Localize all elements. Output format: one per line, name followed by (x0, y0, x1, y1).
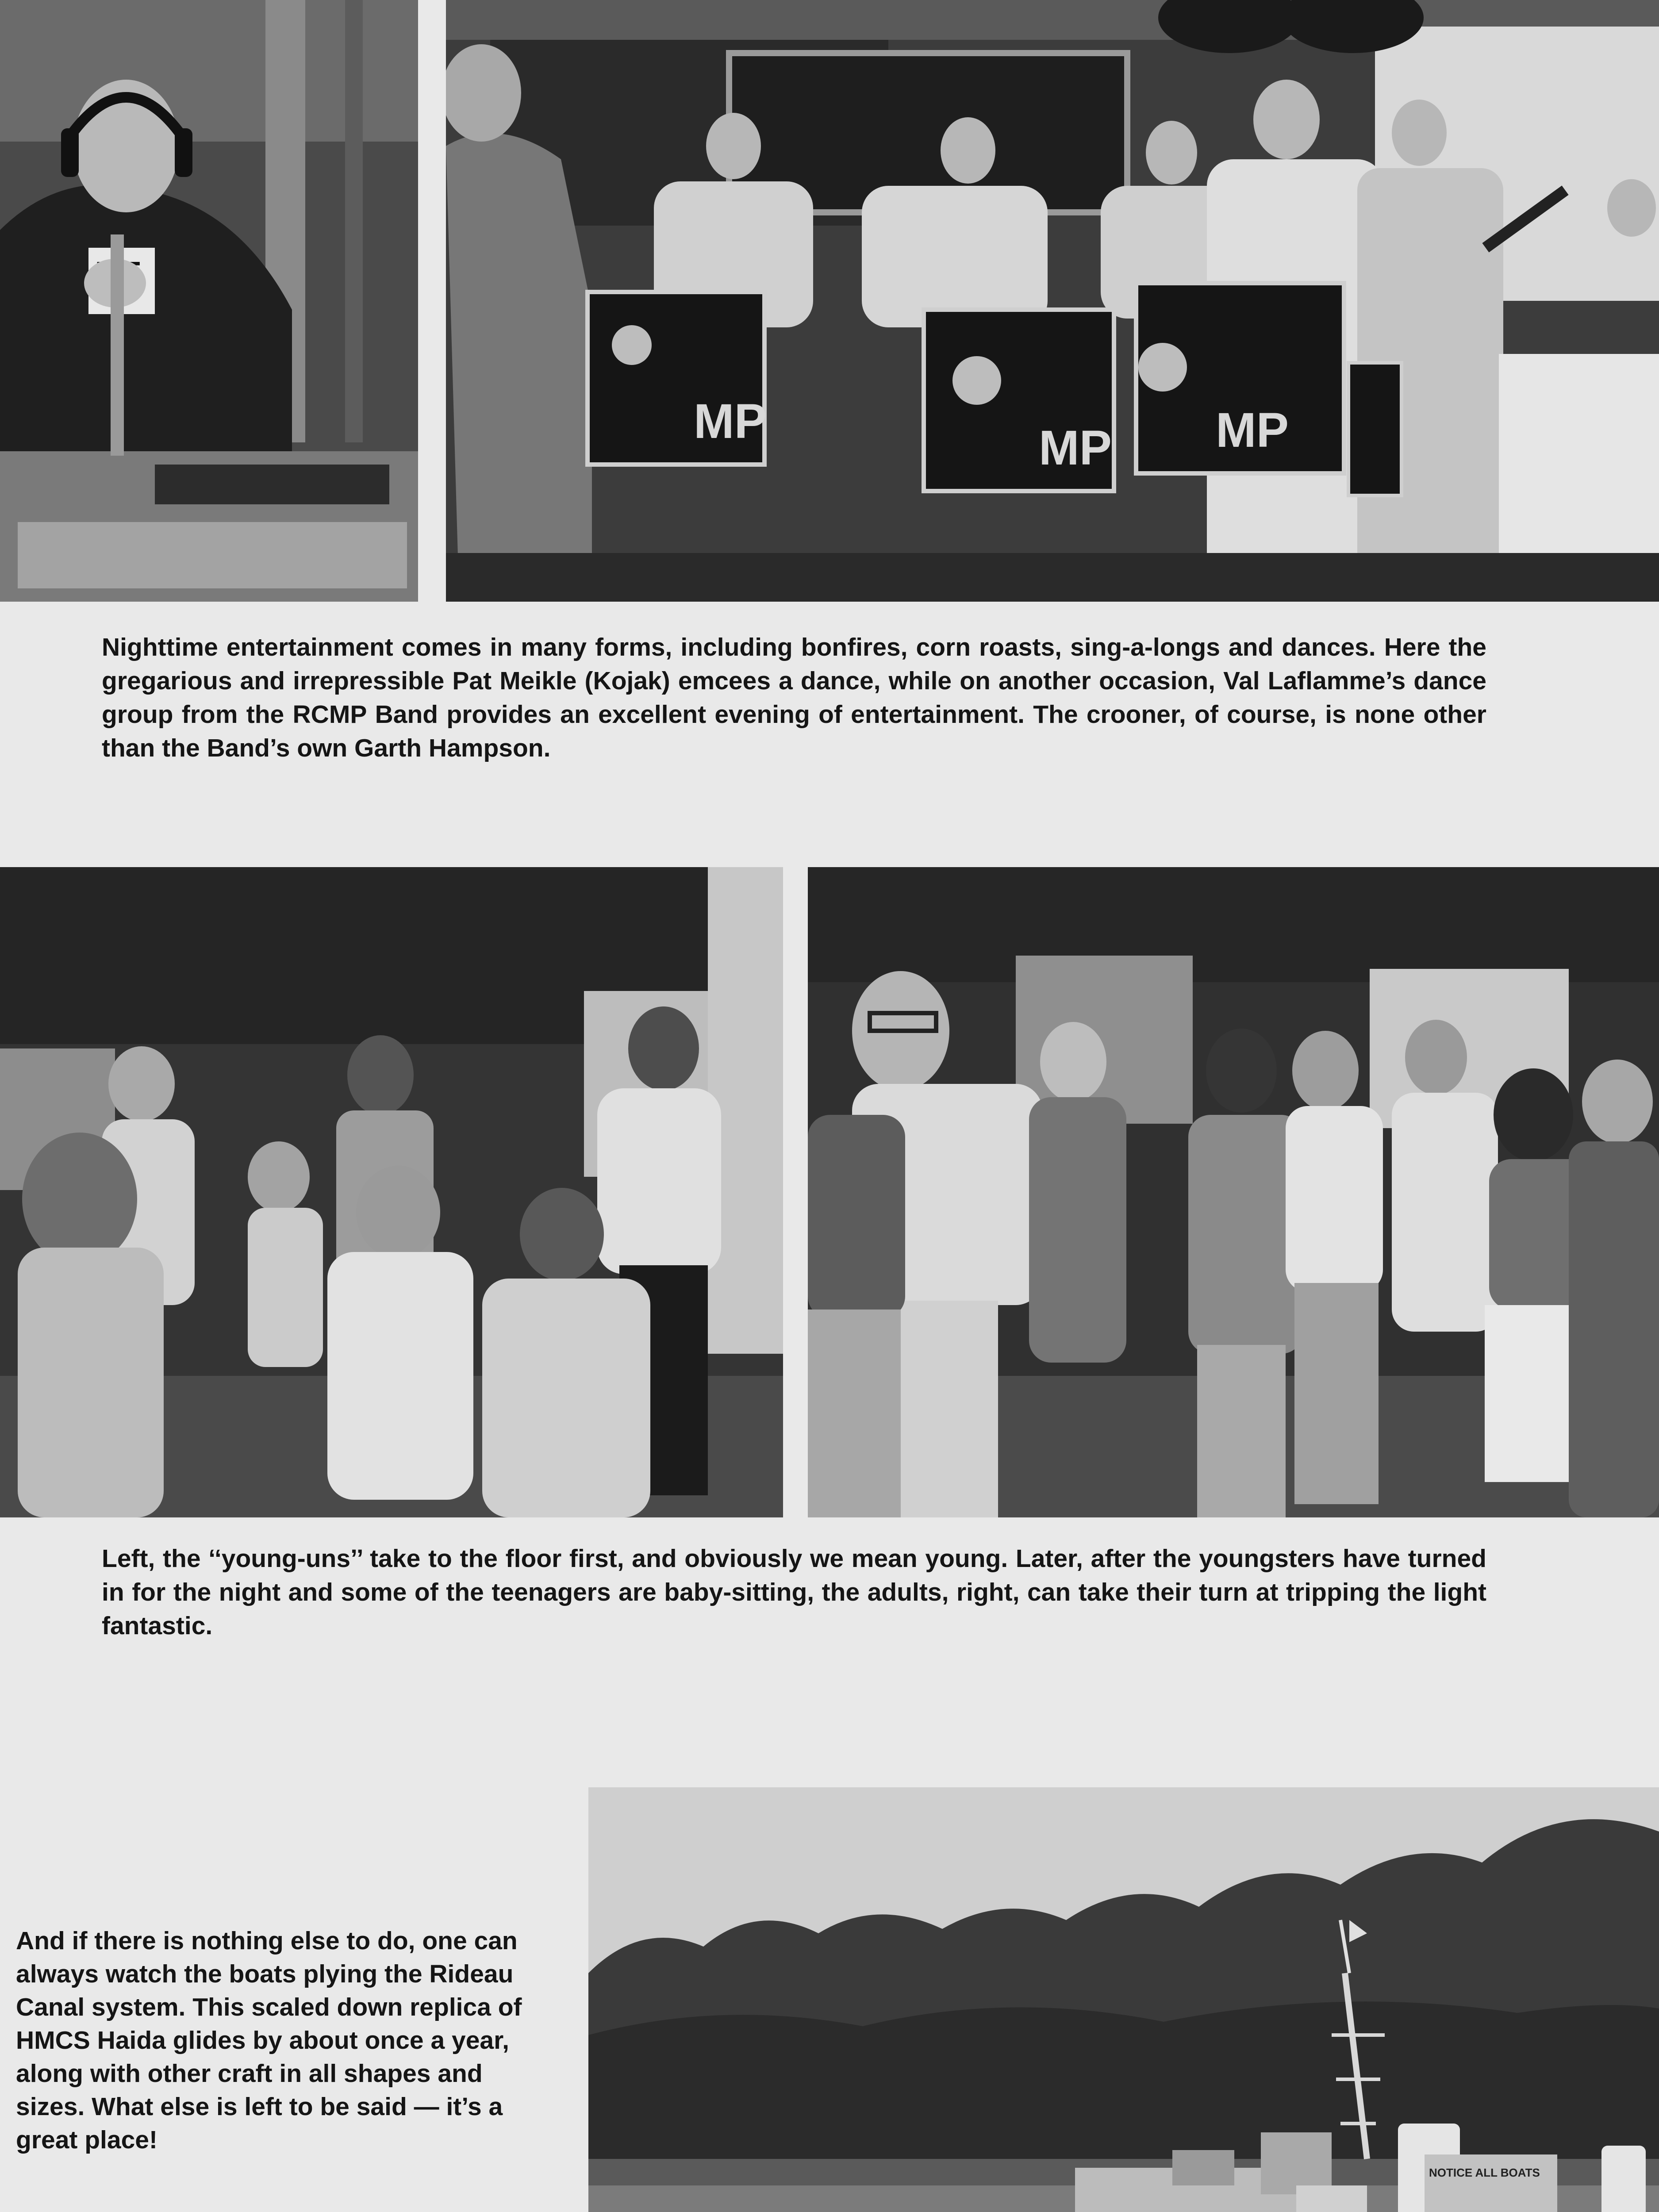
svg-text:MP: MP (694, 394, 767, 449)
svg-text:MP: MP (1216, 403, 1289, 457)
music-stand-1 (588, 292, 767, 465)
photo-hmcs-haida-replica (588, 1787, 1659, 2212)
caption-nighttime-entertainment: Nighttime entertainment comes in many forms, including bonfires, corn roasts, sing-a-longs and dances. Here the gregarious and irrepressible Pat Meikle (Kojak) emcees a dance, while on another occasion, Val Laflamme’s dance group from the RCMP Band provides an excellent evening of entertainment. The crooner, of course, is none other than the Band’s own Garth Hampson. (102, 633, 1486, 762)
music-stand-2 (924, 310, 1114, 491)
caption-young-uns: Left, the ‘‘young-uns’’ take to the floor first, and obviously we mean young. Later, after the youngsters have turned in for the night and some of the teenagers are baby-sitting, the adults, right, can take their turn at tripping the light fantastic. (102, 1544, 1486, 1640)
photo-rcmp-band (446, 0, 1659, 602)
svg-text:MP: MP (1039, 421, 1112, 475)
boat-sign: NOTICE ALL BOATS (1429, 2166, 1540, 2179)
photo-adults-dancing (808, 867, 1659, 1517)
photo-dj-emcee (0, 0, 418, 602)
music-stand-3 (1136, 283, 1344, 473)
caption-boats: And if there is nothing else to do, one can always watch the boats plying the Rideau Canal system. This scaled down replica of HMCS Haida glides by about once a year, along with other craft in all shapes and sizes. What else is left to be said — it’s a great place! (16, 1927, 522, 2154)
photo-young-uns-dancing (0, 867, 783, 1517)
